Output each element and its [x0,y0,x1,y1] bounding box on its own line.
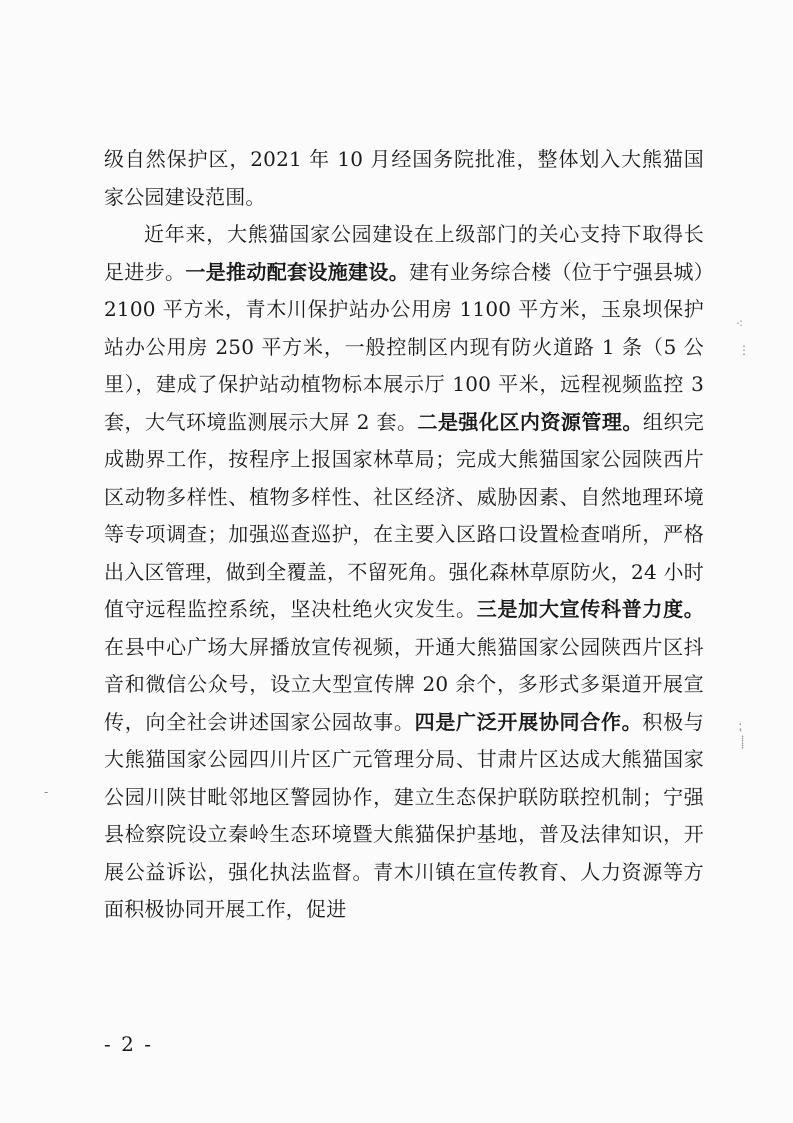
text-run: 建有业务综合楼（位于宁强县城）2100 平方米，青木川保护站办公用房 1100 平方米，玉泉坝保护站办公用房 250 平方米，一般控制区内现有防火道路 1 条（5 公里），建成了保护站动植物标本展示厅 100 平米，远程视频监控 3 套，大气环境监测展示大屏 2 套。 [104,259,705,434]
scan-speck: ⁖ [736,317,744,331]
text-run: 组织完成勘界工作，按程序上报国家林草局；完成大熊猫国家公园陕西片区动物多样性、植物多样性、社区经济、威胁因素、自然地理环境等专项调查；加强巡查巡护，在主要入区路口设置检查哨所，严格出入区管理，做到全覆盖，不留死角。强化森林草原防火，24 小时值守远程监控系统，坚决杜绝火灾发生。 [104,409,705,621]
text-run: 级自然保护区，2021 年 10 月经国务院批准，整体划入大熊猫国家公园建设范围。 [104,147,704,209]
page-number: - 2 - [104,1032,153,1056]
section-heading-facilities: 一是推动配套设施建设。 [185,259,410,284]
text-run: 积极与大熊猫国家公园四川片区广元管理分局、甘肃片区达成大熊猫国家公园川陕甘毗邻地区警园协作，建立生态保护联防联控机制；宁强县检察院设立秦岭生态环境暨大熊猫保护基地，普及法律知识，开展公益诉讼，强化执法监督。青木川镇在宣传教育、人力资源等方面积极协同开展工作，促进 [104,709,705,921]
paragraph-continuation [104,141,704,216]
scan-speck: ⸽ [741,735,745,749]
section-heading-publicity: 三是加大宣传科普力度。 [476,597,705,621]
scan-speck: ⋮ [738,343,750,357]
text-run: 在县中心广场大屏播放宣传视频，开通大熊猫国家公园陕西片区抖音和微信公众号，设立大型宣传牌 20 余个，多形式多渠道开展宣传，向全社会讲述国家公园故事。 [104,634,704,734]
section-heading-cooperation: 四是广泛开展协同合作。 [414,709,643,734]
text-run: 近年来，大熊猫国家公园建设在上级部门的关心支持下取得长足进步。 [104,222,704,284]
scan-speck: ⁏ [738,719,743,733]
body-text [104,141,704,929]
section-heading-resource-management: 二是强化区内资源管理。 [417,409,643,434]
paragraph-progress [104,216,704,929]
scan-speck: - [44,785,49,799]
